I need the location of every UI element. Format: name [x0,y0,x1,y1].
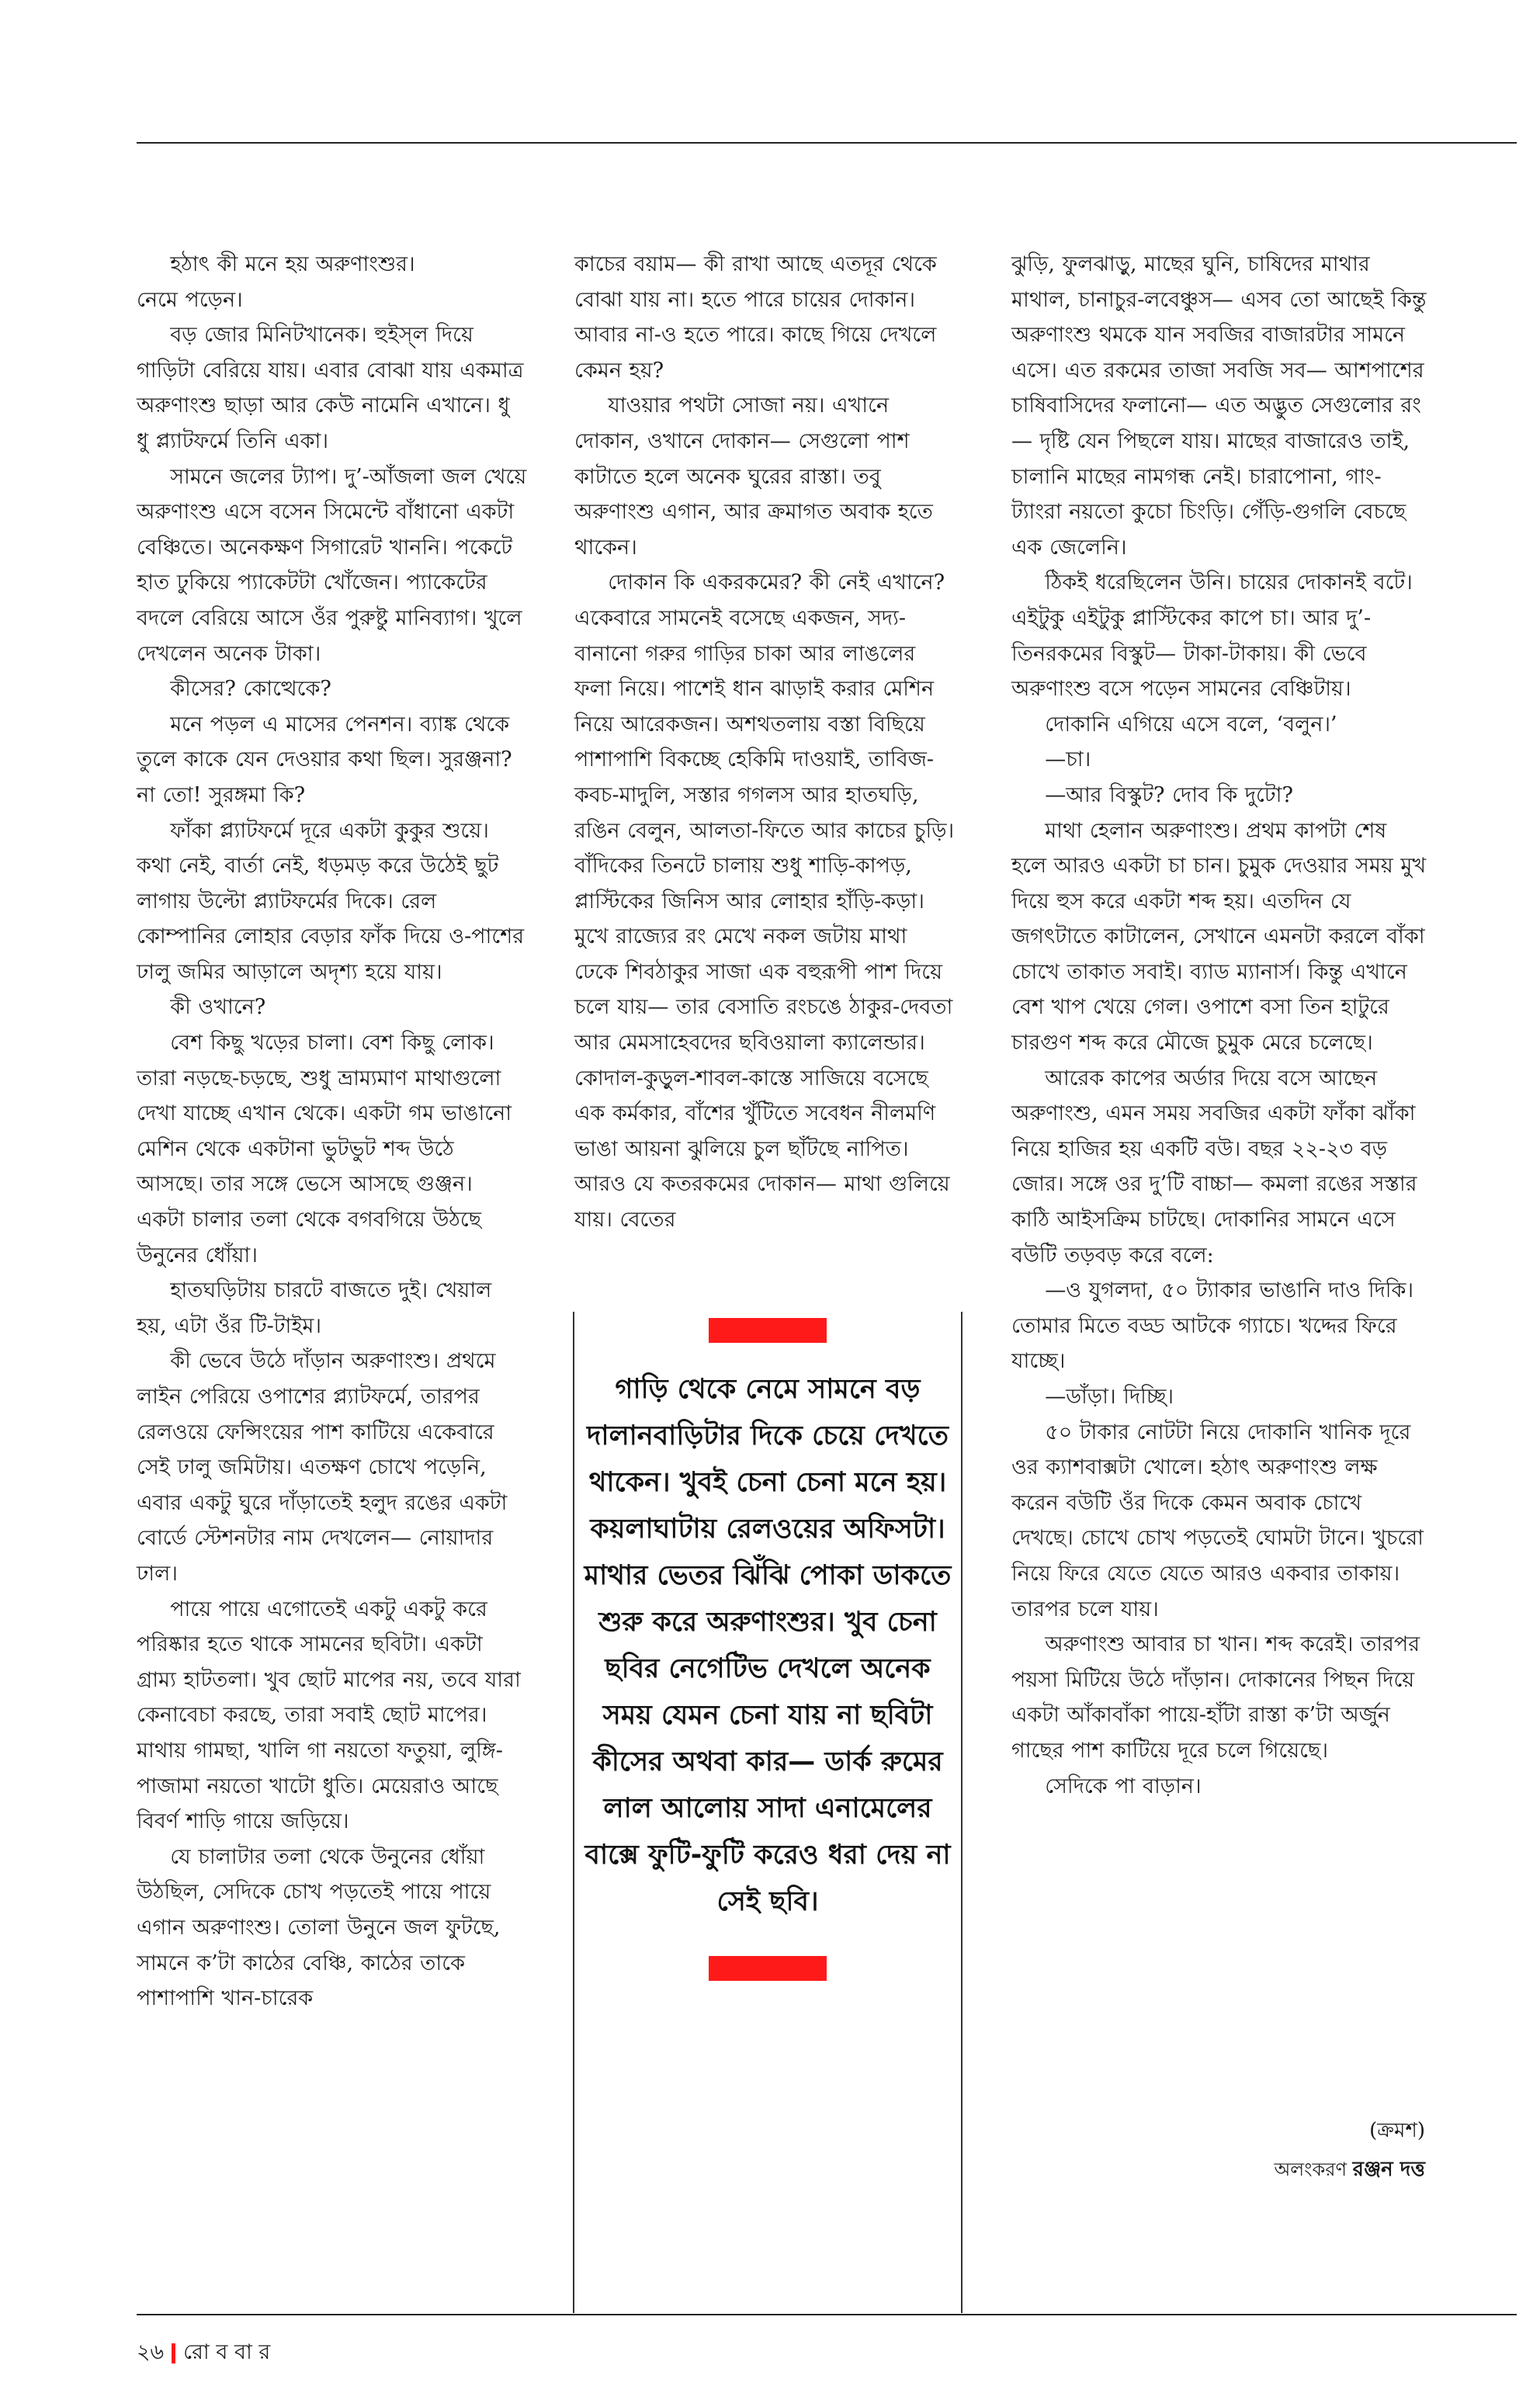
paragraph: মাথা হেলান অরুণাংশু। প্রথম কাপটা শেষ হলে আরও একটা চা চান। চুমুক দেওয়ার সময় মুখ দিয়ে হুস করে একটা শব্দ হয়। এতদিন যে জগৎটাতে কাটালেন, সেখানে এমনটা করলে বাঁকা চোখে তাকাত সবাই। ব্যাড ম্যানার্স। কিন্তু এখানে বেশ খাপ খেয়ে গেল। ওপাশে বসা তিন হাটুরে চারগুণ শব্দ করে মৌজে চুমুক মেরে চলেছে। [1011,818,1427,1056]
paragraph: কীসের? কোত্থেকে? [170,677,331,702]
paragraph: হঠাৎ কী মনে হয় অরুণাংশুর। [170,252,415,276]
pull-quote-right-rule [961,1312,962,2313]
paragraph: —ও যুগলদা, ৫০ ট্যাকার ভাঙানি দাও দিকি। তোমার মিতে বড্ড আটকে গ্যাচে। খদ্দের ফিরে যাচ্ছে। [1011,1278,1414,1374]
paragraph: —আর বিস্কুট? দোব কি দুটো? [1045,782,1293,807]
credit-name: রঞ্জন দত্ত [1352,2158,1425,2181]
pull-quote [578,1318,958,1981]
paragraph: —ডাঁড়া। দিচ্ছি। [1045,1385,1174,1409]
page-number: ২৬ [137,2340,165,2364]
paragraph: হাতঘড়িটায় চারটে বাজতে দুই। খেয়াল হয়, এটা ওঁর টি-টাইম। [137,1278,492,1338]
paragraph: দোকানি এগিয়ে এসে বলে, ‘বলুন।’ [1045,712,1337,737]
paragraph: সামনে জলের ট্যাপ। দু’-আঁজলা জল খেয়ে অরুণাংশু এসে বসেন সিমেন্টে বাঁধানো একটা বেঞ্চিতে। অনেকক্ষণ সিগারেট খাননি। পকেটে হাত ঢুকিয়ে প্যাকেটটা খোঁজেন। প্যাকেটের বদলে বেরিয়ে আসে ওঁর পুরুষ্টু মানিব্যাগ। খুলে দেখলেন অনেক টাকা। [137,464,527,666]
pull-quote-text: গাড়ি থেকে নেমে সামনে বড় দালানবাড়িটার দিকে চেয়ে দেখতে থাকেন। খুবই চেনা চেনা মনে হয়। কয়লাঘাটায় রেলওয়ের অফিসটা। মাথার ভেতর ঝিঁঝি পোকা ডাকতে শুরু করে অরুণাংশুর। খুব চেনা ছবির নেগেটিভ দেখলে অনেক সময় যেমন চেনা যায় না ছবিটা কীসের অথবা কার— ডার্ক রুমের লাল আলোয় সাদা এনামেলের বাক্সে ফুটি-ফুটি করেও ধরা দেয় না সেই ছবি। [584,1374,952,1917]
page-footer [137,2336,270,2371]
paragraph: কী ভেবে উঠে দাঁড়ান অরুণাংশু। প্রথমে লাইন পেরিয়ে ওপাশের প্ল্যাটফর্মে, তারপর রেলওয়ে ফেন্সিংয়ের পাশ কাটিয়ে একেবারে সেই ঢালু জমিটায়। এতক্ষণ চোখে পড়েনি, এবার একটু ঘুরে দাঁড়াতেই হলুদ রঙের একটা বোর্ডে স্টেশনটার নাম দেখলেন— নোয়াদার ঢাল। [137,1349,508,1586]
paragraph: অরুণাংশু আবার চা খান। শব্দ করেই। তারপর পয়সা মিটিয়ে উঠে দাঁড়ান। দোকানের পিছন দিয়ে একটা আঁকাবাঁকা পায়ে-হাঁটা রাস্তা ক’টা অর্জুন গাছের পাশ কাটিয়ে দূরে চলে গিয়েছে। [1011,1632,1420,1763]
paragraph: —চা। [1045,747,1091,772]
footer-divider [172,2343,175,2364]
paragraph: পায়ে পায়ে এগোতেই একটু একটু করে পরিষ্কার হতে থাকে সামনের ছবিটা। একটা গ্রাম্য হাটতলা। খুব ছোট মাপের নয়, তবে যারা কেনাবেচা করছে, তারা সবাই ছোট মাপের। মাথায় গামছা, খালি গা নয়তো ফতুয়া, লুঙ্গি-পাজামা নয়তো খাটো ধুতি। মেয়েরাও আছে বিবর্ণ শাড়ি গায়ে জড়িয়ে। [137,1597,521,1834]
paragraph: বেশ কিছু খড়ের চালা। বেশ কিছু লোক। তারা নড়ছে-চড়ছে, শুধু ভ্রাম্যমাণ মাথাগুলো দেখা যাচ্ছে এখান থেকে। একটা গম ভাঙানো মেশিন থেকে একটানা ভুটভুট শব্দ উঠে আসছে। তার সঙ্গে ভেসে আসছে গুঞ্জন। একটা চালার তলা থেকে বগবগিয়ে উঠছে উনুনের ধোঁয়া। [137,1031,512,1268]
pull-quote-bottom-bar [709,1956,827,1981]
top-rule [137,142,1517,144]
paragraph: কাচের বয়াম— কী রাখা আছে এতদূর থেকে বোঝা যায় না। হতে পারে চায়ের দোকান। আবার না-ও হতে পারে। কাছে গিয়ে দেখলে কেমন হয়? [574,252,937,383]
paragraph: যাওয়ার পথটা সোজা নয়। এখানে দোকান, ওখানে দোকান— সেগুলো পাশ কাটাতে হলে অনেক ঘুরের রাস্তা। তবু অরুণাংশু এগান, আর ক্রমাগত অবাক হতে থাকেন। [574,394,933,560]
paragraph: বড় জোর মিনিটখানেক। হুইস্‌ল দিয়ে গাড়িটা বেরিয়ে যায়। এবার বোঝা যায় একমাত্র অরুণাংশু ছাড়া আর কেউ নামেনি এখানে। ধু ধু প্ল্যাটফর্মে তিনি একা। [137,323,524,453]
paragraph: মনে পড়ল এ মাসের পেনশন। ব্যাঙ্ক থেকে তুলে কাকে যেন দেওয়ার কথা ছিল। সুরঞ্জনা? না তো! সুরঙ্গমা কি? [137,712,512,807]
pull-quote-top-bar [709,1318,827,1343]
paragraph: আরেক কাপের অর্ডার দিয়ে বসে আছেন অরুণাংশু, এমন সময় সবজির একটা ফাঁকা ঝাঁকা নিয়ে হাজির হয় একটি বউ। বছর ২২-২৩ বড় জোর। সঙ্গে ওর দু’টি বাচ্চা— কমলা রঙের সস্তার কাঠি আইসক্রিম চাটছে। দোকানির সামনে এসে বউটি তড়বড় করে বলে: [1011,1066,1417,1268]
pull-quote-left-rule [573,1312,574,2313]
serial-note: (ক্রমশ) [1369,2119,1425,2142]
paragraph: ঠিকই ধরেছিলেন উনি। চায়ের দোকানই বটে। এইটুকু এইটুকু প্লাস্টিকের কাপে চা। আর দু’-তিনরকমের বিস্কুট— টাকা-টাকায়। কী ভেবে অরুণাংশু বসে পড়েন সামনের বেঞ্চিটায়। [1011,571,1413,702]
paragraph: দোকান কি একরকমের? কী নেই এখানে? একেবারে সামনেই বসেছে একজন, সদ্য-বানানো গরুর গাড়ির চাকা আর লাঙলের ফলা নিয়ে। পাশেই ধান ঝাড়াই করার মেশিন নিয়ে আরেকজন। অশথতলায় বস্তা বিছিয়ে পাশাপাশি বিকচ্ছে হেকিমি দাওয়াই, তাবিজ-কবচ-মাদুলি, সস্তার গগলস আর হাতঘড়ি, রঙিন বেলুন, আলতা-ফিতে আর কাচের চুড়ি। বাঁদিকের তিনটে চালায় শুধু শাড়ি-কাপড়, প্লাস্টিকের জিনিস আর লোহার হাঁড়ি-কড়া। মুখে রাজ্যের রং মেখে নকল জটায় মাথা ঢেকে শিবঠাকুর সাজা এক বহুরূপী পাশ দিয়ে চলে যায়— তার বেসাতি রংচঙে ঠাকুর-দেবতা আর মেমসাহেবদের ছবিওয়ালা ক্যালেন্ডার। কোদাল-কুড়ুল-শাবল-কাস্তে সাজিয়ে বসেছে এক কর্মকার, বাঁশের খুঁটিতে সবেধন নীলমণি ভাঙা আয়না ঝুলিয়ে চুল ছাঁটছে নাপিত। আরও যে কতরকমের দোকান— মাথা গুলিয়ে যায়। বেতের [574,571,955,1233]
article-column-2 [574,247,955,1238]
article-column-1 [137,247,528,2017]
bottom-rule [137,2314,1517,2315]
paragraph: যে চালাটার তলা থেকে উনুনের ধোঁয়া উঠছিল, সেদিকে চোখ পড়তেই পায়ে পায়ে এগান অরুণাংশু। তোলা উনুনে জল ফুটছে, সামনে ক’টা কাঠের বেঞ্চি, কাঠের তাকে পাশাপাশি খান-চারেক [137,1844,501,2011]
paragraph: ৫০ টাকার নোটটা নিয়ে দোকানি খানিক দূরে ওর ক্যাশবাক্সটা খোলে। হঠাৎ অরুণাংশু লক্ষ করেন বউটি ওঁর দিকে কেমন অবাক চোখে দেখছে। চোখে চোখ পড়তেই ঘোমটা টানে। খুচরো নিয়ে ফিরে যেতে যেতে আরও একবার তাকায়। তারপর চলে যায়। [1011,1420,1424,1621]
paragraph: সেদিকে পা বাড়ান। [1045,1774,1202,1798]
paragraph: ফাঁকা প্ল্যাটফর্মে দূরে একটা কুকুর শুয়ে। কথা নেই, বার্তা নেই, ধড়মড় করে উঠেই ছুট লাগায় উল্টো প্ল্যাটফর্মের দিকে। রেল কোম্পানির লোহার বেড়ার ফাঁক দিয়ে ও-পাশের ঢালু জমির আড়ালে অদৃশ্য হয়ে যায়। [137,818,525,984]
magazine-name: রো ব বা র [183,2340,271,2364]
paragraph: ঝুড়ি, ফুলঝাড়ু, মাছের ঘুনি, চাষিদের মাথার মাথাল, চানাচুর-লবেঞ্চুস— এসব তো আছেই কিন্তু অরুণাংশু থমকে যান সবজির বাজারটার সামনে এসে। এত রকমের তাজা সবজি সব— আশপাশের চাষিবাসিদের ফলানো— এত অদ্ভুত সেগুলোর রং— দৃষ্টি যেন পিছলে যায়। মাছের বাজারেও তাই, চালানি মাছের নামগন্ধ নেই। চারাপোনা, গাং-ট্যাংরা নয়তো কুচো চিংড়ি। গেঁড়ি-গুগলি বেচছে এক জেলেনি। [1011,252,1427,560]
paragraph: নেমে পড়েন। [137,287,243,312]
credit-label: অলংকরণ [1274,2159,1348,2180]
paragraph: কী ওখানে? [170,995,266,1020]
article-column-3 [1011,247,1427,1804]
illustration-credit [1275,2153,1426,2187]
